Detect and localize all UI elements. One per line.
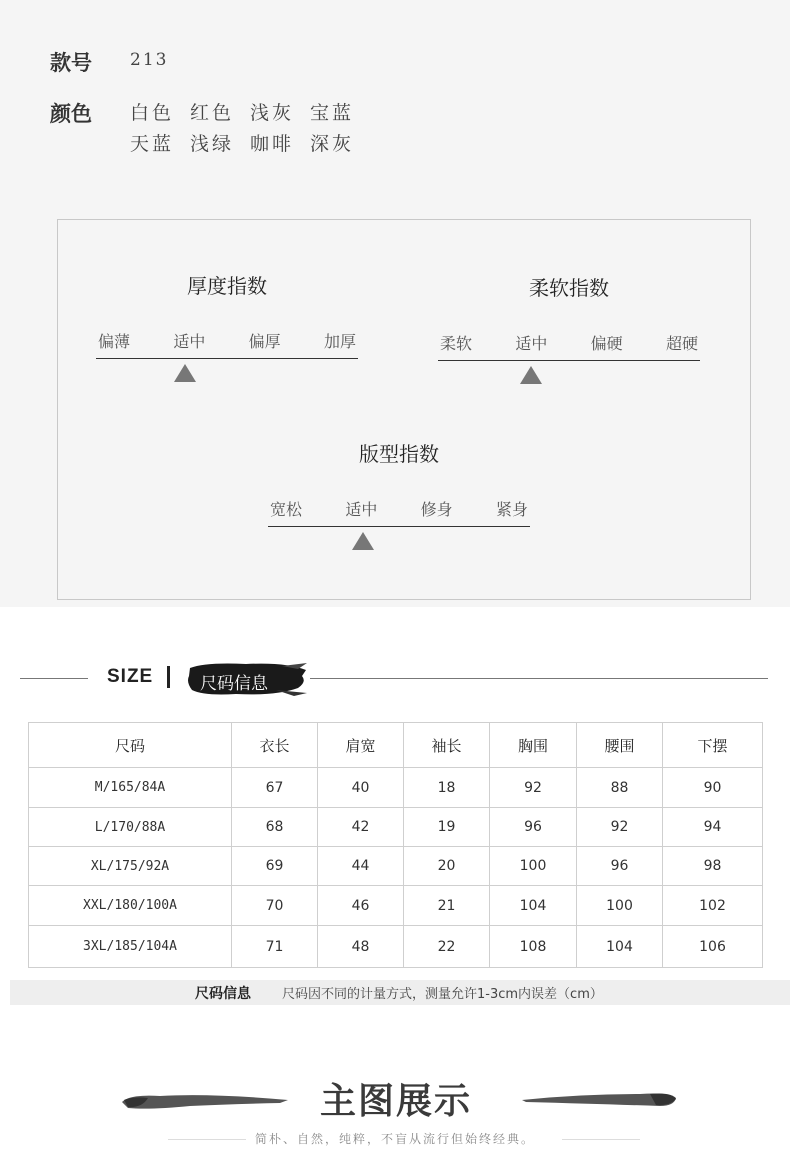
color-item: 白色 (130, 102, 175, 124)
size-note-text: 尺码因不同的计量方式，测量允许1-3cm内误差（cm） (282, 987, 603, 1002)
scale-option: 宽松 (270, 500, 303, 519)
table-cell: 71 (232, 926, 318, 968)
scale-option: 超硬 (665, 334, 698, 353)
scale-option: 适中 (173, 332, 206, 351)
table-cell: 48 (318, 926, 404, 968)
table-row (29, 768, 763, 808)
table-cell: 92 (490, 768, 577, 808)
table-cell: 70 (232, 886, 318, 926)
color-item: 浅灰 (250, 102, 295, 124)
size-section-header (0, 652, 790, 702)
column-header: 尺码 (29, 723, 232, 768)
scale-option: 适中 (515, 334, 548, 353)
scale-option: 紧身 (495, 500, 528, 519)
color-item: 深灰 (310, 133, 355, 155)
scale-line (268, 526, 530, 527)
table-cell: 44 (318, 847, 404, 886)
table-cell: 100 (490, 847, 577, 886)
size-heading: SIZE (107, 666, 154, 687)
table-cell: 104 (490, 886, 577, 926)
table-cell: 18 (404, 768, 490, 808)
thickness-title: 厚度指数 (187, 274, 267, 298)
column-header: 胸围 (490, 723, 577, 768)
table-cell: 20 (404, 847, 490, 886)
table-cell: 88 (577, 768, 663, 808)
brand-slogan: 简朴、自然，纯粹，不盲从流行但始终经典。 (254, 1132, 535, 1146)
column-header: 衣长 (232, 723, 318, 768)
softness-marker-triangle-icon (520, 366, 542, 384)
softness-index (438, 272, 700, 361)
table-cell: 19 (404, 808, 490, 847)
color-item: 浅绿 (190, 133, 235, 155)
table-row (29, 847, 763, 886)
color-item: 宝蓝 (310, 102, 355, 124)
fit-scale (268, 497, 530, 520)
table-cell: XXL/180/100A (29, 886, 232, 926)
table-cell: 108 (490, 926, 577, 968)
scale-line (438, 360, 700, 361)
table-cell: 90 (663, 768, 763, 808)
color-item: 咖啡 (250, 133, 295, 155)
table-cell: 22 (404, 926, 490, 968)
table-cell: 100 (577, 886, 663, 926)
style-number-label: 款号 (50, 51, 92, 75)
size-table (28, 722, 763, 968)
column-header: 腰围 (577, 723, 663, 768)
column-header: 下摆 (663, 723, 763, 768)
divider (310, 678, 768, 679)
thickness-scale (96, 329, 358, 352)
table-cell: 21 (404, 886, 490, 926)
table-cell: 40 (318, 768, 404, 808)
table-cell: 94 (663, 808, 763, 847)
table-cell: 3XL/185/104A (29, 926, 232, 968)
column-header: 袖长 (404, 723, 490, 768)
thickness-marker-triangle-icon (174, 364, 196, 382)
column-header: 肩宽 (318, 723, 404, 768)
table-row (29, 808, 763, 847)
table-cell: 92 (577, 808, 663, 847)
color-item: 天蓝 (130, 133, 175, 155)
ink-stroke-right-icon (520, 1088, 678, 1110)
table-cell: L/170/88A (29, 808, 232, 847)
size-note-bar (10, 980, 790, 1005)
fit-marker-triangle-icon (352, 532, 374, 550)
table-cell: 68 (232, 808, 318, 847)
fit-title: 版型指数 (359, 442, 439, 466)
softness-title: 柔软指数 (529, 276, 609, 300)
table-cell: 96 (490, 808, 577, 847)
scale-option: 加厚 (323, 332, 356, 351)
color-label: 颜色 (50, 102, 92, 126)
scale-option: 偏薄 (98, 332, 131, 351)
table-header-row (29, 723, 763, 768)
index-panel (57, 219, 751, 600)
size-info-badge: 尺码信息 (200, 674, 268, 694)
size-note-label: 尺码信息 (195, 985, 251, 1002)
style-number-row (50, 47, 168, 77)
thickness-index (96, 270, 358, 359)
divider (20, 678, 88, 679)
scale-option: 柔软 (440, 334, 473, 353)
style-number-value: 213 (130, 50, 169, 70)
table-cell: 98 (663, 847, 763, 886)
color-item: 红色 (190, 102, 235, 124)
main-display-title: 主图展示 (320, 1080, 473, 1122)
scale-option: 修身 (420, 500, 453, 519)
table-cell: 67 (232, 768, 318, 808)
table-row (29, 886, 763, 926)
table-cell: 102 (663, 886, 763, 926)
ink-stroke-left-icon (120, 1090, 290, 1112)
table-cell: 106 (663, 926, 763, 968)
scale-option: 偏厚 (248, 332, 281, 351)
divider (167, 666, 170, 688)
table-cell: M/165/84A (29, 768, 232, 808)
color-row (50, 98, 354, 156)
table-cell: 42 (318, 808, 404, 847)
color-list (130, 98, 354, 156)
table-cell: 69 (232, 847, 318, 886)
scale-line (96, 358, 358, 359)
table-cell: 104 (577, 926, 663, 968)
fit-index (268, 438, 530, 527)
table-cell: 46 (318, 886, 404, 926)
scale-option: 偏硬 (590, 334, 623, 353)
softness-scale (438, 331, 700, 354)
table-row (29, 926, 763, 968)
divider (562, 1139, 640, 1140)
scale-option: 适中 (345, 500, 378, 519)
table-cell: 96 (577, 847, 663, 886)
table-cell: XL/175/92A (29, 847, 232, 886)
